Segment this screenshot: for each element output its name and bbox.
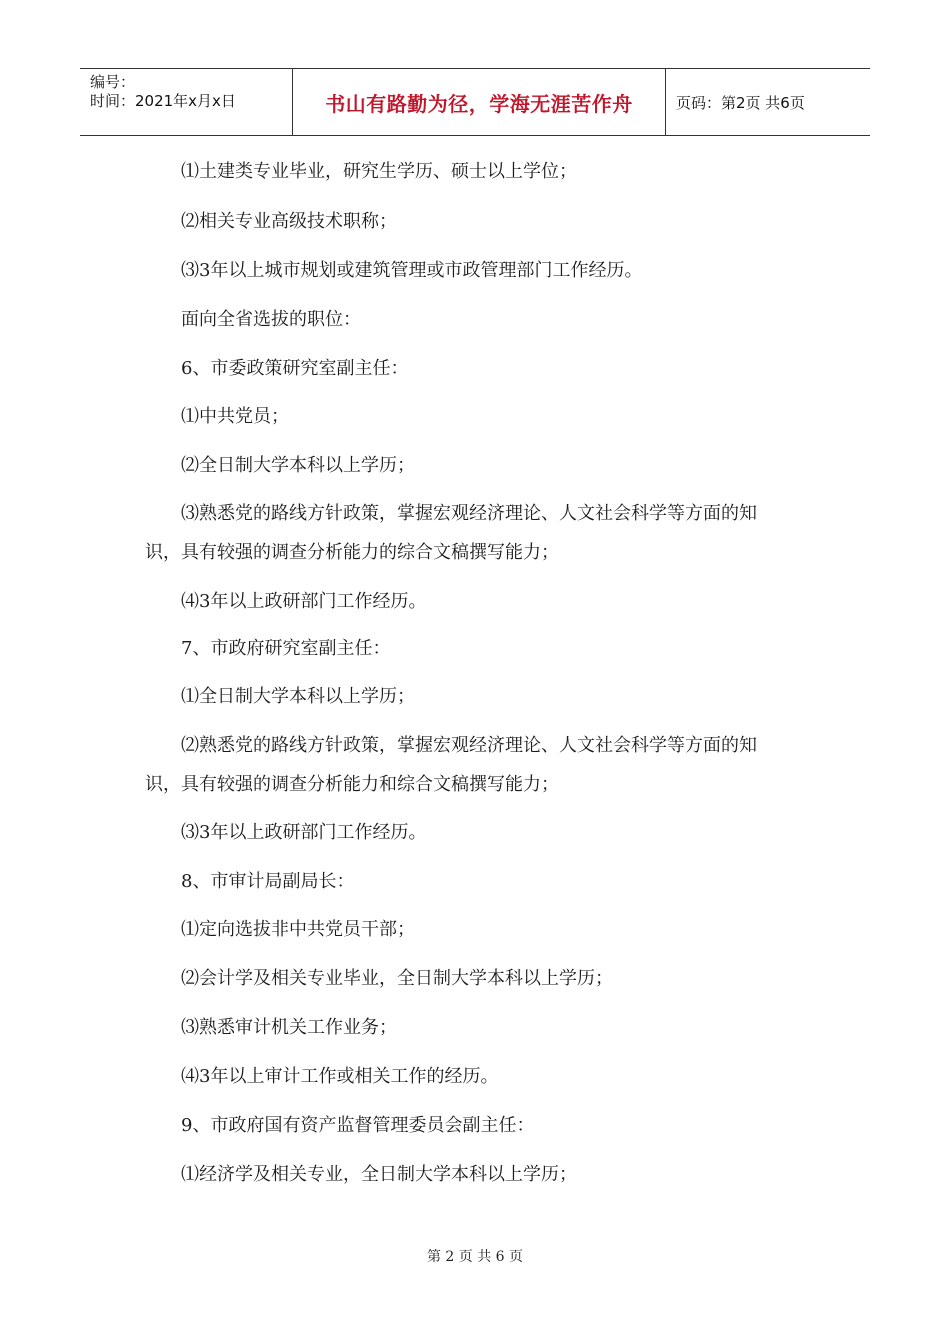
section-heading: 面向全省选拔的职位： xyxy=(181,309,361,330)
paragraph-line: ⑶熟悉审计机关工作业务； xyxy=(181,1017,397,1038)
paragraph-line: ⑴全日制大学本科以上学历； xyxy=(181,686,415,707)
paragraph-line: ⑴定向选拔非中共党员干部； xyxy=(181,919,415,940)
page-footer: 第 2 页 共 6 页 xyxy=(426,1249,524,1265)
header-meta xyxy=(80,69,293,135)
paragraph-line: ⑷3年以上政研部门工作经历。 xyxy=(181,591,427,612)
document-number-label: 编号： xyxy=(90,73,136,91)
header-page-label: 页码：第2页 共6页 xyxy=(676,93,805,112)
paragraph-line: ⑴土建类专业毕业，研究生学历、硕士以上学位； xyxy=(181,161,577,182)
paragraph-line: ⑶熟悉党的路线方针政策，掌握宏观经济理论、人文社会科学等方面的知 xyxy=(181,503,757,524)
paragraph-line: ⑵相关专业高级技术职称； xyxy=(181,211,397,232)
paragraph-line: ⑶3年以上城市规划或建筑管理或市政管理部门工作经历。 xyxy=(181,260,643,281)
paragraph-line: ⑵熟悉党的路线方针政策，掌握宏观经济理论、人文社会科学等方面的知 xyxy=(181,735,757,756)
position-heading: 6、市委政策研究室副主任： xyxy=(181,358,409,379)
paragraph-line: ⑴经济学及相关专业，全日制大学本科以上学历； xyxy=(181,1164,577,1185)
paragraph-line: 识，具有较强的调查分析能力的综合文稿撰写能力； xyxy=(145,542,559,563)
paragraph-line: ⑶3年以上政研部门工作经历。 xyxy=(181,822,427,843)
position-heading: 7、市政府研究室副主任： xyxy=(181,638,391,659)
paragraph-line: ⑵会计学及相关专业毕业，全日制大学本科以上学历； xyxy=(181,968,613,989)
position-heading: 8、市审计局副局长： xyxy=(181,871,355,892)
document-time-label: 时间：2021年x月x日 xyxy=(90,92,236,110)
paragraph-line: ⑴中共党员； xyxy=(181,406,289,427)
header-motto: 书山有路勤为径，学海无涯苦作舟 xyxy=(293,69,666,135)
paragraph-line: 识，具有较强的调查分析能力和综合文稿撰写能力； xyxy=(145,774,559,795)
document-header xyxy=(80,68,870,136)
position-heading: 9、市政府国有资产监督管理委员会副主任： xyxy=(181,1115,535,1136)
paragraph-line: ⑷3年以上审计工作或相关工作的经历。 xyxy=(181,1066,499,1087)
paragraph-line: ⑵全日制大学本科以上学历； xyxy=(181,455,415,476)
